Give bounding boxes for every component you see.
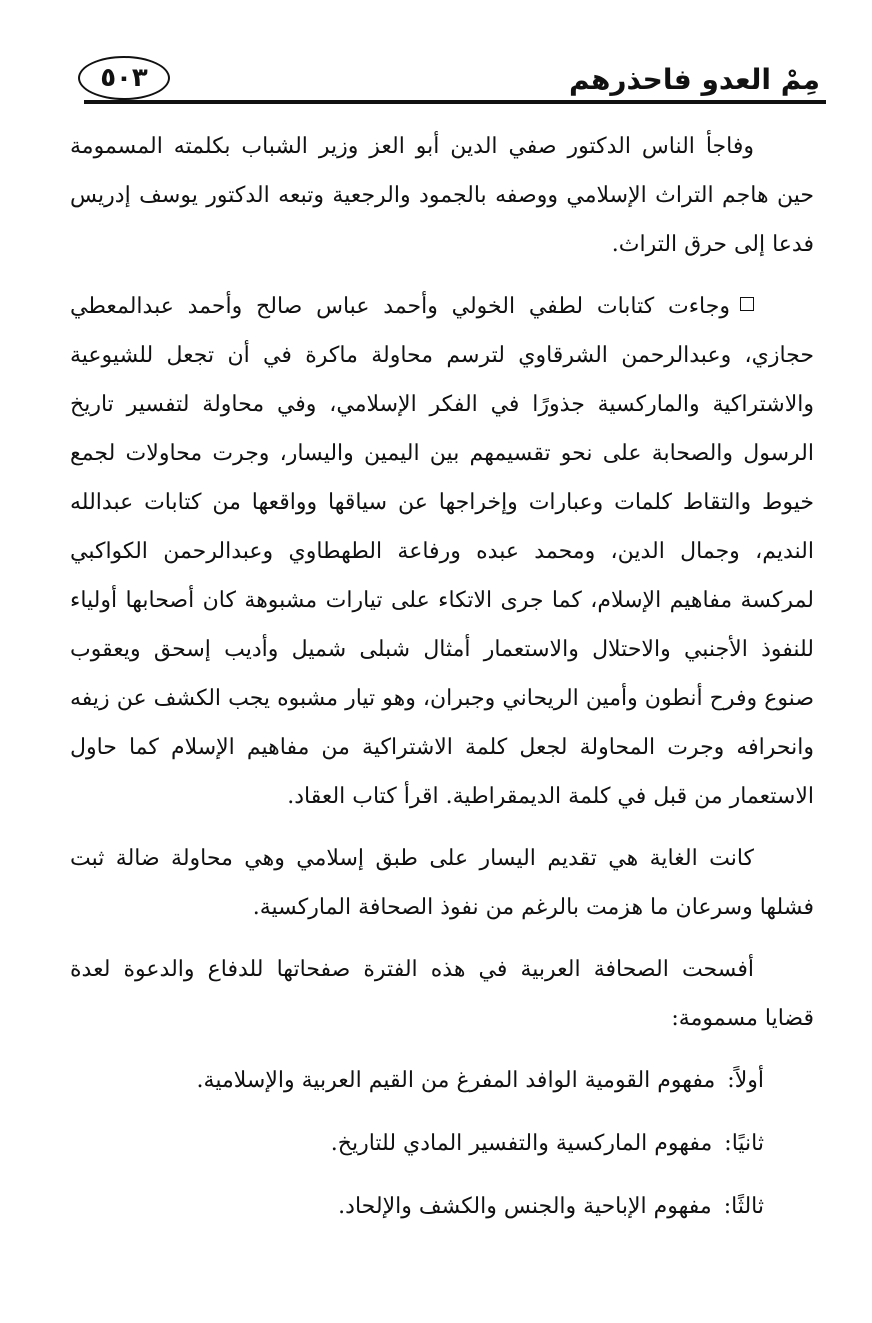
header-rule bbox=[84, 100, 826, 104]
list-item-3 bbox=[70, 1182, 814, 1231]
paragraph-1 bbox=[70, 122, 814, 269]
paragraph-4-text: أفسحت الصحافة العربية في هذه الفترة صفحاتها للدفاع والدعوة لعدة قضايا مسمومة: bbox=[70, 957, 814, 1031]
list-item-1-label: أولاً: bbox=[727, 1068, 764, 1093]
paragraph-4 bbox=[70, 945, 814, 1043]
paragraph-2 bbox=[70, 282, 814, 821]
list-item-2-label: ثانيًا: bbox=[724, 1131, 764, 1156]
list-item-3-text: مفهوم الإباحية والجنس والكشف والإلحاد. bbox=[338, 1194, 712, 1219]
list-item-3-label: ثالثًا: bbox=[723, 1194, 764, 1219]
list-item-2-text: مفهوم الماركسية والتفسير المادي للتاريخ. bbox=[330, 1131, 713, 1156]
running-title: مِمْ العدو فاحذرهم bbox=[569, 63, 820, 96]
list-item-1-text: مفهوم القومية الوافد المفرغ من القيم العربية والإسلامية. bbox=[196, 1068, 716, 1093]
paragraph-2-text: وجاءت كتابات لطفي الخولي وأحمد عباس صالح وأحمد عبدالمعطي حجازي، وعبدالرحمن الشرقاوي لترسم محاولة ماكرة في أن تجعل للشيوعية والاشتراكية والماركسية جذورًا في الفكر الإسلامي، وفي محاولة لتفسير تاريخ الرسول والصحابة على نحو تقسيمهم بين اليمين واليسار، وجرت محاولات لجمع خيوط والتقاط كلمات وعبارات وإخراجها عن سياقها وواقعها من كتابات عبدالله النديم، وجمال الدين، ومحمد عبده ورفاعة الطهطاوي وعبدالرحمن الكواكبي لمركسة مفاهيم الإسلام، كما جرى الاتكاء على تيارات مشبوهة كان أصحابها أولياء للنفوذ الأجنبي والاحتلال والاستعمار أمثال شبلى شميل وأديب إسحق ويعقوب صنوع وفرح أنطون وأمين الريحاني وجبران، وهو تيار مشبوه يجب الكشف عن زيفه وانحرافه وجرت المحاولة لجعل كلمة الاشتراكية من مفاهيم الإسلام كما حاول الاستعمار من قبل في كلمة الديمقراطية. اقرأ كتاب العقاد. bbox=[70, 294, 814, 809]
list-item-1 bbox=[70, 1056, 814, 1105]
list-item-2 bbox=[70, 1119, 814, 1168]
page-number: ٥٠٣ bbox=[100, 63, 148, 93]
paragraph-3-text: كانت الغاية هي تقديم اليسار على طبق إسلامي وهي محاولة ضالة ثبت فشلها وسرعان ما هزمت بالرغم من نفوذ الصحافة الماركسية. bbox=[70, 846, 814, 920]
page-body bbox=[70, 122, 814, 1245]
paragraph-3 bbox=[70, 834, 814, 932]
paragraph-1-text: وفاجأ الناس الدكتور صفي الدين أبو العز وزير الشباب بكلمته المسمومة حين هاجم التراث الإسلامي ووصفه بالجمود والرجعية وتبعه الدكتور يوسف إدريس فدعا إلى حرق التراث. bbox=[70, 134, 814, 257]
checkbox-icon bbox=[740, 297, 754, 311]
